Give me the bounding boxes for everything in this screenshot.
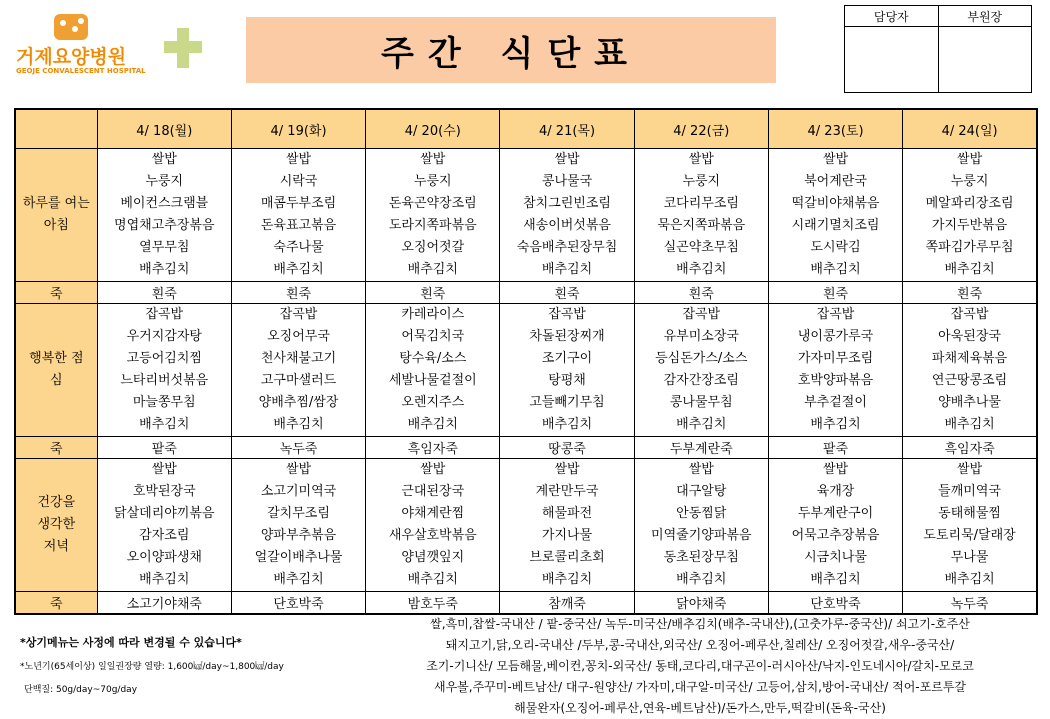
approval-column [845,6,938,92]
menu-item: 연근땅콩조림 [931,373,1008,388]
approval-header: 부원장 [939,6,1032,27]
menu-item: 배추김치 [273,572,324,587]
menu-item: 호박양파볶음 [797,373,874,388]
date-header-row [15,109,1037,149]
lunch-label: 행복한 점심 [15,304,97,437]
meal-cell [366,459,500,592]
menu-item: 배추김치 [810,572,861,587]
menu-item: 도시락김 [810,240,861,255]
menu-item: 참치그린빈조림 [523,196,611,211]
menu-item: 동태해물찜 [938,506,1001,521]
menu-item: 명엽채고추장볶음 [114,218,215,233]
meal-cell [231,149,365,282]
menu-item: 소고기미역국 [260,484,337,499]
menu-item: 양파부추볶음 [260,528,337,543]
menu-item: 누룽지 [413,174,452,189]
menu-item: 쌀밥 [688,152,714,167]
meal-cell [97,459,231,592]
menu-item: 시금치나물 [804,550,867,565]
menu-item: 쌀밥 [151,152,177,167]
meal-cell [634,459,768,592]
page-title: 주간 식단표 [380,33,642,74]
notes [20,634,284,695]
cross-icon [164,24,204,74]
meal-cell [231,459,365,592]
menu-item: 어묵고추장볶음 [791,528,880,543]
menu-item: 부추겉절이 [804,395,867,410]
porridge-label: 죽 [15,437,97,459]
menu-item: 얼갈이배추나물 [254,550,343,565]
menu-item: 탕수육/소스 [399,351,467,366]
menu-item: 육개장 [816,484,855,499]
menu-item: 잡곡밥 [682,307,721,322]
porridge-cell: 땅콩죽 [500,437,634,459]
dinner-row [15,459,1037,592]
menu-item: 오징어무국 [267,329,330,344]
menu-item: 배추김치 [944,262,995,277]
menu-item: 오렌지주스 [401,395,465,410]
menu-item: 누룽지 [145,174,184,189]
menu-item: 잡곡밥 [950,307,989,322]
menu-item: 배추김치 [676,572,727,587]
menu-item: 고구마샐러드 [260,373,337,388]
menu-item: 숙주나물 [273,240,324,255]
menu-item: 야채계란찜 [401,506,465,521]
menu-item: 양배추나물 [938,395,1001,410]
menu-item: 묵은지쪽파볶음 [657,218,746,233]
meal-cell [903,149,1037,282]
energy-note: *노년기(65세이상) 일일권장량 열량: 1,600㎉/day~1,800㎉/day [20,662,284,672]
meal-cell [500,459,634,592]
menu-item: 배추김치 [139,262,190,277]
porridge-cell: 팥죽 [97,437,231,459]
porridge-cell: 흑임자죽 [903,437,1037,459]
menu-item: 아욱된장국 [938,329,1001,344]
origin-line: 새우볼,주꾸미-베트남산/ 대구-원양산/ 가자미,대구알-미국산/ 고등어,삼치,방어-국내산/ 적어-포르투갈 [433,680,967,694]
logo-subtitle: GEOJE CONVALESCENT HOSPITAL [16,67,146,75]
menu-item: 감자조림 [139,528,190,543]
menu-item: 돈육표고볶음 [260,218,337,233]
date-header: 4/ 23(토) [768,109,902,149]
menu-item: 어묵김치국 [401,329,465,344]
change-notice: *상기메뉴는 사정에 따라 변경될 수 있습니다* [20,636,242,649]
menu-item: 매콤두부조림 [260,196,337,211]
menu-item: 계란만두국 [535,484,599,499]
porridge-cell: 녹두죽 [903,592,1037,615]
logo-name: 거제요양병원 [16,46,127,68]
menu-item: 배추김치 [541,262,593,277]
origin-line: 해물완자(오징어-페루산,연육-베트남산)/돈가스,만두,떡갈비(돈육-국산) [514,701,886,715]
menu-item: 메알꽈리장조림 [925,196,1014,211]
menu-item: 쌀밥 [420,152,446,167]
menu-item: 호박된장국 [132,484,196,499]
porridge-cell: 흰죽 [231,282,365,304]
menu-item: 마늘쫑무침 [132,395,196,410]
menu-item: 도토리묵/달래장 [923,528,1016,543]
porridge-cell: 흰죽 [500,282,634,304]
porridge-cell: 흰죽 [768,282,902,304]
menu-item: 실곤약초무침 [663,240,739,255]
porridge-cell: 흑임자죽 [366,437,500,459]
date-header: 4/ 20(수) [366,109,500,149]
menu-item: 떡갈비야채볶음 [791,196,880,211]
menu-item: 쌀밥 [554,152,580,167]
dinner-label: 건강을 생각한 저녁 [15,459,97,592]
menu-item: 브로콜리초회 [529,550,605,565]
meal-cell [768,459,902,592]
menu-item: 숙음배추된장무침 [516,240,618,255]
menu-item: 두부계란구이 [797,506,874,521]
menu-item: 잡곡밥 [145,307,184,322]
origin-line: 돼지고기,닭,오리-국내산 /두부,콩-국내산,외국산/ 오징어-페루산,칠레산/ 오징어젓갈,새우-중국산/ [445,638,955,652]
menu-item: 가지나물 [541,528,593,543]
menu-item: 배추김치 [541,417,593,432]
menu-item: 시래기멸치조림 [791,218,880,233]
origin-line: 쌀,흑미,찹쌀-국내산 / 팥-중국산/ 녹두-미국산/배추김치(배추-국내산),(고춧가루-중국산)/ 쇠고기-호주산 [430,617,970,631]
porridge-cell: 팥죽 [768,437,902,459]
menu-item: 배추김치 [139,572,190,587]
menu-item: 쪽파김가루무침 [925,240,1014,255]
menu-item: 배추김치 [407,572,458,587]
porridge-label: 죽 [15,592,97,615]
protein-note: 단백질: 50g/day~70g/day [24,685,138,695]
porridge-cell: 흰죽 [903,282,1037,304]
menu-item: 누룽지 [682,174,721,189]
menu-item: 가자미무조림 [797,351,874,366]
menu-item: 쌀밥 [151,462,177,477]
date-header: 4/ 21(목) [500,109,634,149]
menu-item: 북어계란국 [804,174,867,189]
menu-item: 쌀밥 [957,152,983,167]
menu-item: 냉이콩가루국 [797,329,874,344]
menu-item: 감자간장조림 [663,373,739,388]
menu-item: 배추김치 [139,417,190,432]
menu-item: 잡곡밥 [548,307,586,322]
date-header: 4/ 19(화) [231,109,365,149]
title-banner [246,17,776,83]
meal-cell [634,304,768,437]
menu-item: 우거지감자탕 [126,329,202,344]
meal-cell [768,149,902,282]
menu-item: 배추김치 [676,417,727,432]
breakfast-porridge-row [15,282,1037,304]
origin-line: 조기-기니산/ 모듬해물,베이컨,꽁치-외국산/ 동태,코다리,대구곤이-러시아산/낙지-인도네시아/갈치-모로코 [426,659,974,673]
porridge-cell: 흰죽 [634,282,768,304]
menu-item: 배추김치 [273,417,324,432]
menu-item: 돈육곤약장조림 [388,196,477,211]
date-header: 4/ 18(월) [97,109,231,149]
logo-emblem-icon [54,14,88,40]
menu-item: 새우살호박볶음 [388,528,477,543]
menu-item: 대구알탕 [676,484,727,499]
dinner-porridge-row [15,592,1037,615]
meal-cell [500,304,634,437]
porridge-label: 죽 [15,282,97,304]
menu-item: 미역줄기양파볶음 [651,528,752,543]
menu-item: 배추김치 [273,262,324,277]
menu-item: 배추김치 [407,417,458,432]
menu-item: 배추김치 [810,262,861,277]
menu-item: 쌀밥 [822,462,849,477]
menu-item: 쌀밥 [285,152,312,167]
meal-cell [366,149,500,282]
meal-cell [366,304,500,437]
weekly-menu-table [14,108,1038,615]
meal-cell [97,304,231,437]
menu-item: 차돌된장찌개 [529,329,605,344]
menu-item: 천사채불고기 [260,351,337,366]
menu-item: 쌀밥 [957,462,983,477]
porridge-cell: 밤호두죽 [366,592,500,615]
menu-item: 콩나물국 [541,174,593,189]
porridge-cell: 흰죽 [366,282,500,304]
menu-item: 들깨미역국 [938,484,1001,499]
corner-cell [15,109,97,149]
menu-item: 갈치무조림 [267,506,330,521]
menu-item: 콩나물무침 [669,395,733,410]
menu-item: 탕평채 [548,373,586,388]
menu-item: 쌀밥 [688,462,714,477]
menu-item: 배추김치 [944,572,995,587]
menu-item: 배추김치 [676,262,727,277]
menu-item: 잡곡밥 [279,307,318,322]
menu-item: 등심돈가스/소스 [655,351,748,366]
menu-item: 고들빼기무침 [529,395,605,410]
approval-column [938,6,1032,92]
menu-item: 배추김치 [541,572,593,587]
meal-cell [903,459,1037,592]
menu-item: 세발나물겉절이 [388,373,477,388]
menu-item: 양념깻잎지 [401,550,465,565]
menu-item: 고등어김치찜 [126,351,202,366]
menu-item: 양배추찜/쌈장 [258,395,339,410]
menu-item: 도라지쪽파볶음 [388,218,477,233]
menu-item: 닭살데리야끼볶음 [114,506,215,521]
menu-item: 해물파전 [541,506,593,521]
menu-item: 파채제육볶음 [931,351,1008,366]
menu-item: 무나물 [950,550,989,565]
breakfast-row [15,149,1037,282]
menu-item: 코다리무조림 [663,196,739,211]
date-header: 4/ 22(금) [634,109,768,149]
approval-box [844,5,1032,93]
menu-item: 유부미소장국 [663,329,739,344]
porridge-cell: 단호박죽 [231,592,365,615]
approval-header: 담당자 [845,6,938,27]
menu-item: 쌀밥 [420,462,446,477]
menu-item: 쌀밥 [554,462,580,477]
meal-cell [500,149,634,282]
menu-item: 베이컨스크램블 [120,196,209,211]
menu-item: 시락국 [279,174,318,189]
porridge-cell: 참깨죽 [500,592,634,615]
menu-item: 동초된장무침 [663,550,739,565]
menu-item: 배추김치 [944,417,995,432]
menu-item: 가지두반볶음 [931,218,1008,233]
porridge-cell: 닭야채죽 [634,592,768,615]
menu-item: 카레라이스 [401,307,465,322]
meal-cell [768,304,902,437]
porridge-cell: 단호박죽 [768,592,902,615]
porridge-cell: 두부계란죽 [634,437,768,459]
menu-item: 조기구이 [541,351,593,366]
lunch-row [15,304,1037,437]
hospital-logo [14,12,214,82]
menu-item: 새송이버섯볶음 [523,218,611,233]
menu-item: 쌀밥 [285,462,312,477]
menu-item: 열무무침 [139,240,190,255]
porridge-cell: 흰죽 [97,282,231,304]
lunch-porridge-row [15,437,1037,459]
porridge-cell: 소고기야채죽 [97,592,231,615]
breakfast-label: 하루를 여는 아침 [15,149,97,282]
menu-item: 쌀밥 [822,152,849,167]
origin-info [350,614,1050,719]
menu-item: 근대된장국 [401,484,465,499]
porridge-cell: 녹두죽 [231,437,365,459]
menu-item: 안동찜닭 [676,506,727,521]
menu-item: 배추김치 [407,262,458,277]
menu-item: 잡곡밥 [816,307,855,322]
meal-cell [231,304,365,437]
meal-cell [634,149,768,282]
menu-item: 오이양파생채 [126,550,202,565]
meal-cell [903,304,1037,437]
date-header: 4/ 24(일) [903,109,1037,149]
menu-item: 배추김치 [810,417,861,432]
meal-cell [97,149,231,282]
menu-item: 느타리버섯볶음 [120,373,209,388]
menu-item: 누룽지 [950,174,989,189]
menu-item: 오징어젓갈 [401,240,465,255]
